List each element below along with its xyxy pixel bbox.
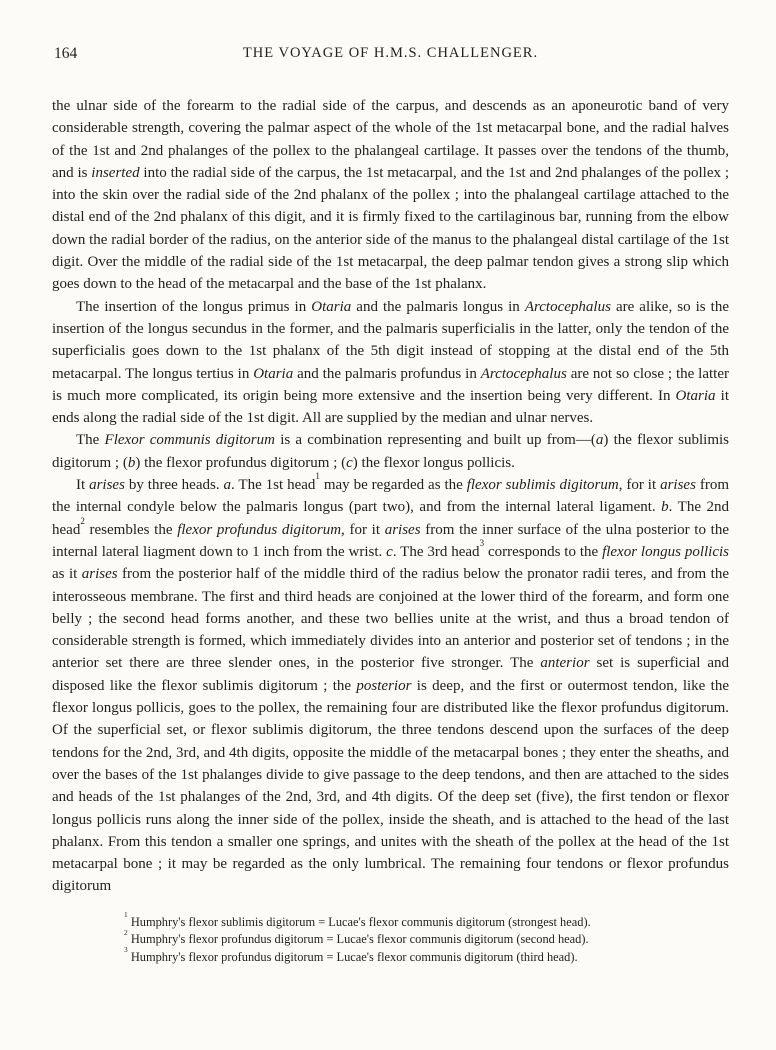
paragraph: The insertion of the longus primus in Otaria and the palmaris longus in Arctocephalus are alike, so is the insertion of the longus secundus in the former, and the palmaris superficialis in the latter, only the tendon of the superficialis goes down to the 1st phalanx of the 5th digit instead of stopping at the distal end of the 5th metacarpal. The longus tertius in Otaria and the palmaris profundus in Arctocephalus are not so close ; the latter is much more complicated, its origin being more extensive and the insertion being very different. In Otaria it ends along the radial side of the 1st digit. All are supplied by the median and ulnar nerves. <box>52 298 729 427</box>
page-header <box>52 44 729 66</box>
footnote: $^2$ Humphry's flexor profundus digitorum = Lucae's flexor communis digitorum (second head). <box>124 927 589 947</box>
running-title: THE VOYAGE OF H.M.S. CHALLENGER. <box>242 45 539 61</box>
paragraph: The Flexor communis digitorum is a combination representing and built up from—(a) the flexor sublimis digitorum ; (b) the flexor profundus digitorum ; (c) the flexor longus pollicis. <box>52 432 730 471</box>
paragraph: It arises by three heads. a. The 1st head$^1$ may be regarded as the flexor sublimis digitorum, for it arises from the internal condyle below the palmaris longus (part two), and from the internal lateral ligament. b. The 2nd head$^2$ resembles the flexor profundus digitorum, for it arises from the inner surface of the ulna posterior to the internal lateral liagment down to 1 inch from the wrist. c. The 3rd head$^3$ corresponds to the flexor longus pollicis as it arises from the posterior half of the middle third of the radius below the pronator radii teres, and from the interosseous membrane. The first and third heads are conjoined at the lower third of the forearm, and form one belly ; the second head forms another, and these two bellies unite at the wrist, and thus a broad tendon of considerable strength is formed, which immediately divides into an anterior and posterior set of tendons ; in the anterior set there are three slender ones, in the posterior five stronger. The anterior set is superficial and disposed like the flexor sublimis digitorum ; the posterior is deep, and the first or outermost tendon, like the flexor longus pollicis, goes to the pollex, the remaining four are distributed like the flexor profundus digitorum. Of the superficial set, or flexor sublimis digitorum, the three tendons descend upon the surfaces of the deep tendons for the 2nd, 3rd, and 4th digits, opposite the middle of the metacarpal bones ; they enter the sheaths, and over the bases of the 1st phalanges divide to give passage to the deep tendons, and then are attached to the sides and heads of the 1st phalanges of the 2nd, 3rd, and 4th digits. Of the deep set (five), the first tendon or flexor longus pollicis runs along the inner side of the pollex, inside the sheath, and is attached to the head of the last phalanx. From this tendon a smaller one springs, and unites with the sheath of the pollex at the head of the 1st metacarpal bone ; it may be regarded as the only lumbrical. The remaining four tendons or flexor profundus digitorum <box>52 471 729 895</box>
footnote: $^3$ Humphry's flexor profundus digitorum = Lucae's flexor communis digitorum (third head). <box>124 945 578 964</box>
body-text <box>52 95 729 898</box>
paragraph: the ulnar side of the forearm to the radial side of the carpus, and descends as an aponeurotic band of very considerable strength, covering the palmar aspect of the whole of the 1st metacarpal bone, and the radial halves of the 1st and 2nd phalanges of the pollex to the phalangeal cartilage. It passes over the tendons of the thumb, and is inserted into the radial side of the carpus, the 1st metacarpal, and the 1st and 2nd phalanges of the pollex ; into the skin over the radial side of the 2nd phalanx of the pollex ; into the phalangeal cartilage attached to the distal end of the 2nd phalanx of this digit, and it is firmly fixed to the cartilaginous bar, running from the elbow down the radial border of the radius, on the anterior side of the manus to the phalangeal distal cartilage of the 1st digit. Over the middle of the radial side of the 1st metacarpal, the deep palmar tendon gives a strong slip which goes down to the head of the metacarpal and the base of the 1st phalanx. <box>52 98 729 293</box>
footnote: $^1$ Humphry's flexor sublimis digitorum = Lucae's flexor communis digitorum (strongest head). <box>124 910 591 929</box>
page-number: 164 <box>54 45 78 62</box>
footnotes <box>52 910 729 967</box>
